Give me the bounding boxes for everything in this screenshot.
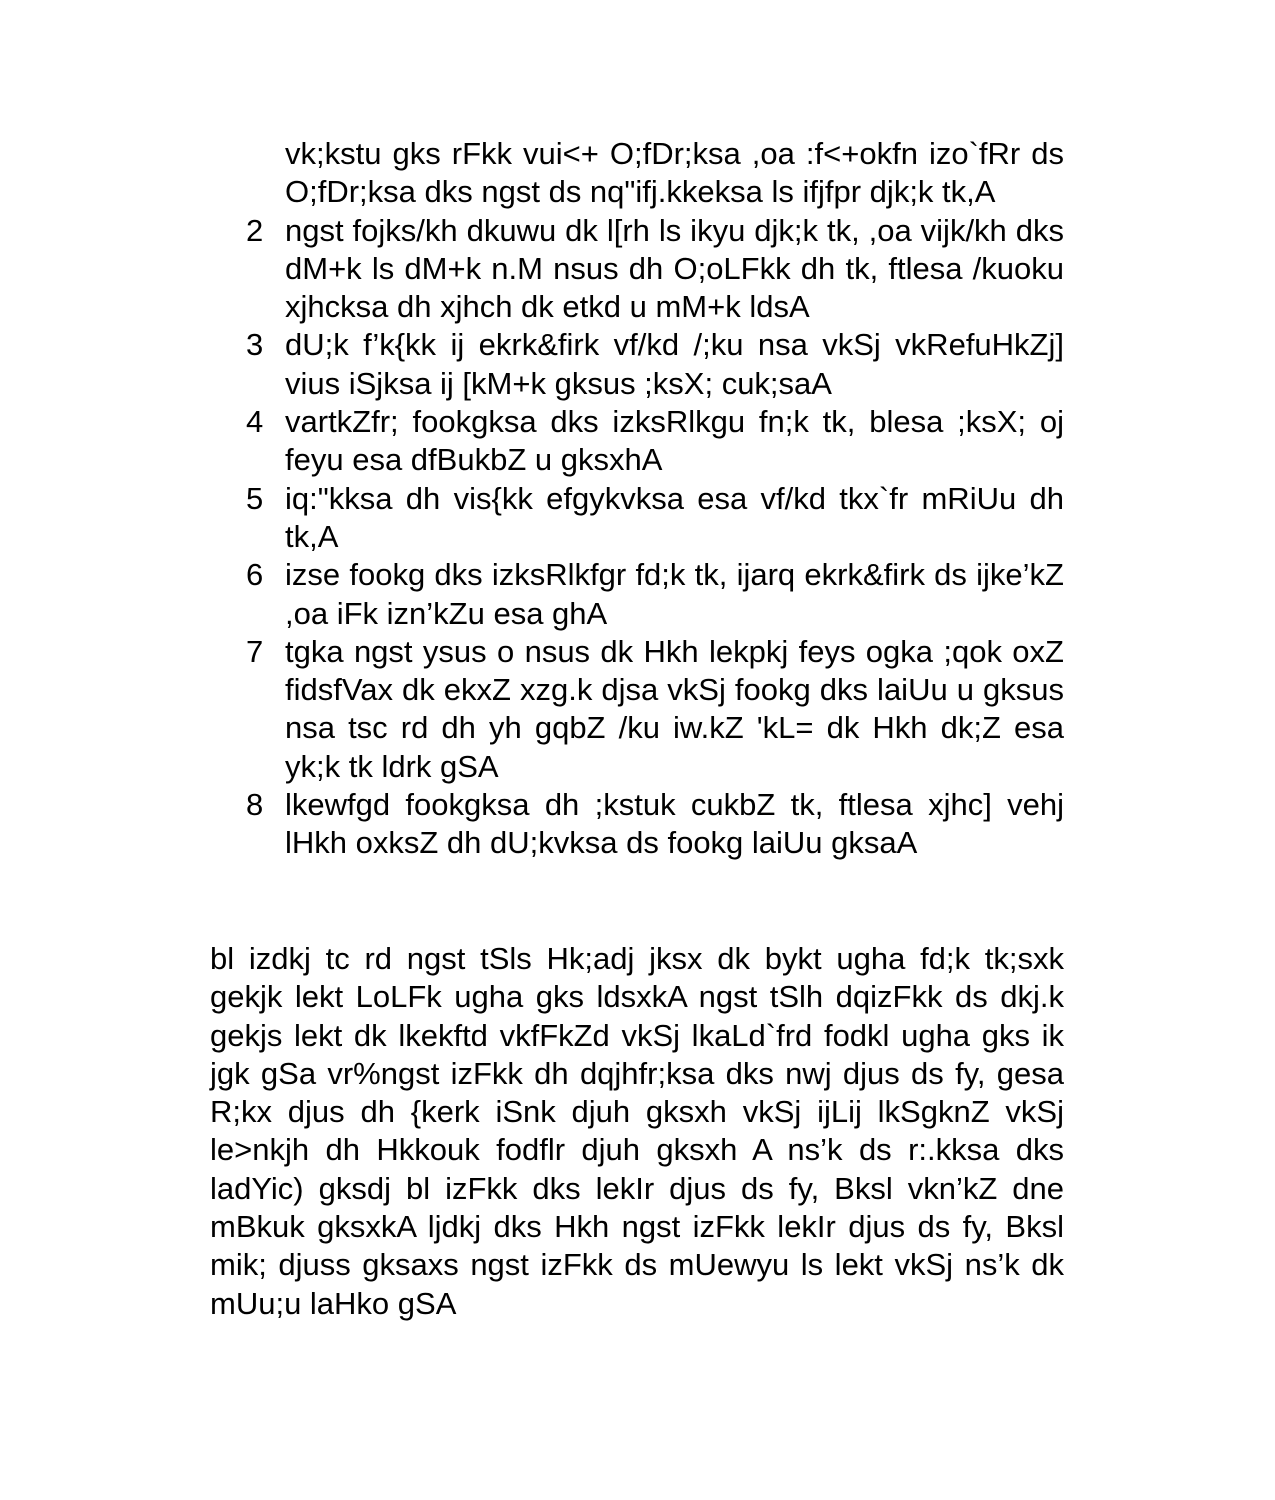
body-paragraph: bl izdkj tc rd ngst tSls Hk;adj jksx dk bykt ugha fd;k tk;sxk gekjk lekt LoLFk ugha gks ldsxkA ngst tSlh dqizFkk ds dkj.k gekjs lekt dk lkekftd vkfFkZd vkSj lkaLd`frd fodkl ugha gks ik jgk gSa vr%ngst izFkk dh dqjhfr;ksa dks nwj djus ds fy, gesa R;kx djus dh {kerk iSnk djuh gksxh vkSj ijLij lkSgknZ vkSj le>nkjh dh Hkkouk fodflr djuh gksxh A ns’k ds r:.kksa dks ladYic) gksdj bl izFkk dks lekIr djus ds fy, Bksl vkn’kZ dne mBkuk gksxkA ljdkj dks Hkh ngst izFkk lekIr djus ds fy, Bksl mik; djuss gksaxs ngst izFkk ds mUewyu ls lekt vkSj ns’k dk mUu;u laHko gSA xyxy=(210,941,1064,1321)
list-item-text: vartkZfr; fookgksa dks izksRlkgu fn;k tk, blesa ;ksX; oj feyu esa dfBukbZ u gksxhA xyxy=(285,404,1064,478)
list-item-text: iq:"kksa dh vis{kk efgykvksa esa vf/kd tkx`fr mRiUu dh tk,A xyxy=(285,480,1064,554)
list-item-text: dU;k f’k{kk ij ekrk&firk vf/kd /;ku nsa vkSj vkRefuHkZj] vius iSjksa ij [kM+k gksus ;ksX; cuk;saA xyxy=(285,327,1064,401)
list-item-number: 4 xyxy=(246,404,264,440)
list-item-text: izse fookg dks izksRlkfgr fd;k tk, ijarq ekrk&firk ds ijke’kZ ,oa iFk izn’kZu esa ghA xyxy=(285,557,1064,631)
list-item-number: 6 xyxy=(246,557,264,593)
list-item-number: 7 xyxy=(246,633,264,669)
list-item-number: 3 xyxy=(246,327,264,363)
list-item xyxy=(246,633,1064,786)
list-item-text: lkewfgd fookgksa dh ;kstuk cukbZ tk, ftlesa xjhc] vehj lHkh oxksZ dh dU;kvksa ds fookg laiUu gksaA xyxy=(285,787,1064,861)
list-item xyxy=(246,556,1064,633)
list-item-continuation xyxy=(246,135,1064,212)
list-item-text: vk;kstu gks rFkk vui<+ O;fDr;ksa ,oa :f<+okfn izo`fRr ds O;fDr;ksa dks ngst ds nq"ifj.kkeksa ls ifjfpr djk;k tk,A xyxy=(285,136,1064,210)
list-item-number: 8 xyxy=(246,787,264,823)
list-item xyxy=(246,786,1064,863)
list-item xyxy=(246,403,1064,480)
list-item xyxy=(246,326,1064,403)
list-item-text: ngst fojks/kh dkuwu dk l[rh ls ikyu djk;k tk, ,oa vijk/kh dks dM+k ls dM+k n.M nsus dh O;oLFkk dh tk, ftlesa /kuoku xjhcksa dh xjhch dk etkd u mM+k ldsA xyxy=(285,212,1064,325)
list-item-text: tgka ngst ysus o nsus dk Hkh lekpkj feys ogka ;qok oxZ fidsfVax dk ekxZ xzg.k djsa vkSj fookg dks laiUu u gksus nsa tsc rd dh yh gqbZ /ku iw.kZ 'kL= dk Hkh dk;Z esa yk;k tk ldrk gSA xyxy=(285,633,1064,784)
numbered-list xyxy=(246,135,1064,863)
list-item-number: 5 xyxy=(246,480,264,516)
list-item-number: 2 xyxy=(246,212,264,248)
list-item xyxy=(246,212,1064,327)
list-item xyxy=(246,480,1064,557)
